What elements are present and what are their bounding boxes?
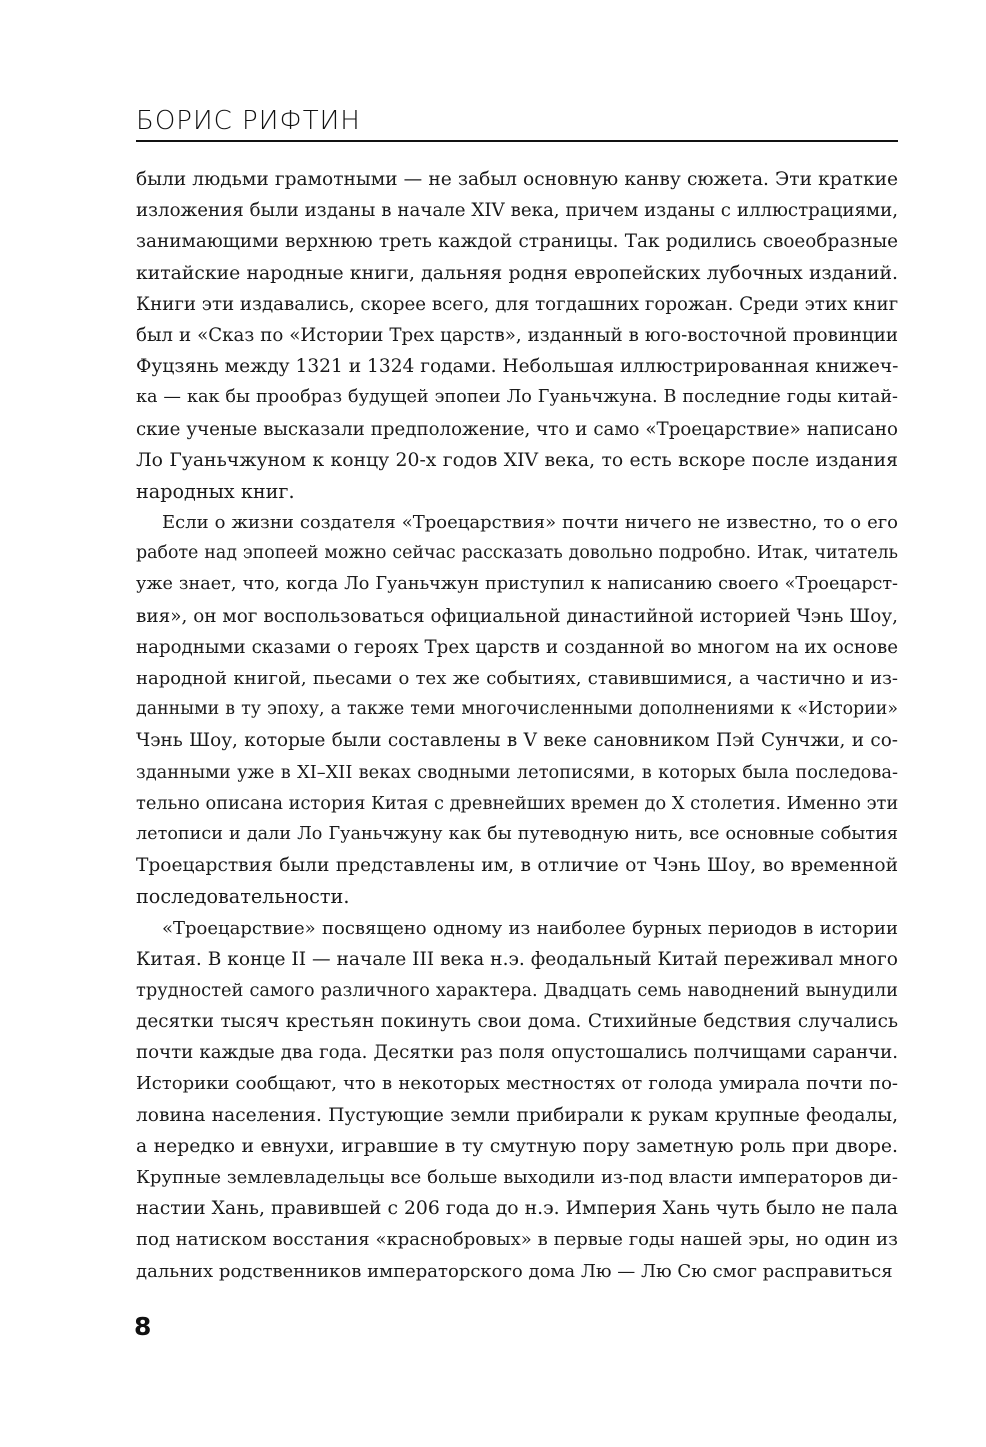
text-line: ловина населения. Пустующие земли прибирали к рукам крупные феодалы,	[136, 1104, 898, 1126]
text-line: Китая. В конце II — начале III века н.э. феодальный Китай переживал много	[136, 948, 898, 970]
text-line: Троецарствия были представлены им, в отличие от Чэнь Шоу, во временной	[136, 855, 898, 877]
text-line: Историки сообщают, что в некоторых местностях от голода умирала почти по-	[136, 1073, 898, 1095]
text-line: дальних родственников императорского дома Лю — Лю Сю смог расправиться	[136, 1260, 893, 1282]
text-line: тельно описана история Китая с древнейших времен до X столетия. Именно эти	[136, 792, 898, 814]
text-line: зданными уже в XI–XII веках сводными летописями, в которых была последова-	[136, 761, 898, 783]
paragraph	[136, 164, 898, 507]
text-line: китайские народные книги, дальняя родня европейских лубочных изданий.	[136, 262, 898, 284]
text-line: Чэнь Шоу, которые были составлены в V веке сановником Пэй Сунчжи, и со-	[136, 730, 898, 752]
page-number: 8	[134, 1312, 152, 1341]
text-line: летописи и дали Ло Гуаньчжуну как бы путеводную нить, все основные события	[136, 823, 898, 844]
text-line: Крупные землевладельцы все больше выходили из-под власти императоров ди-	[136, 1167, 898, 1188]
text-line: «Троецарствие» посвящено одному из наиболее бурных периодов в истории	[162, 917, 898, 939]
text-line: Книги эти издавались, скорее всего, для тогдашних горожан. Среди этих книг	[136, 293, 898, 315]
text-line: Ло Гуаньчжуном к концу 20-х годов XIV века, то есть вскоре после издания	[136, 449, 898, 471]
text-line: под натиском восстания «краснобровых» в первые годы нашей эры, но один из	[136, 1229, 898, 1251]
text-line: ка — как бы прообраз будущей эпопеи Ло Гуаньчжуна. В последние годы китай-	[136, 387, 898, 408]
text-line: изложения были изданы в начале XIV века, причем изданы с иллюстрациями,	[136, 200, 898, 222]
paragraph	[136, 913, 898, 1287]
text-line: занимающими верхнюю треть каждой страницы. Так родились своеобразные	[136, 231, 898, 253]
text-line: последовательности.	[136, 885, 350, 909]
text-line: работе над эпопеей можно сейчас рассказать довольно подробно. Итак, читатель	[136, 543, 898, 564]
text-line: почти каждые два года. Десятки раз поля опустошались полчищами саранчи.	[136, 1042, 898, 1064]
text-line: трудностей самого различного характера. Двадцать семь наводнений вынудили	[136, 979, 898, 1001]
text-line: был и «Сказ по «Истории Трех царств», изданный в юго-восточной провинции	[136, 324, 898, 346]
text-line: а нередко и евнухи, игравшие в ту смутную пору заметную роль при дворе.	[136, 1135, 898, 1157]
text-line: Фуцзянь между 1321 и 1324 годами. Небольшая иллюстрированная книжеч-	[136, 356, 898, 378]
text-line: народной книгой, пьесами о тех же событиях, ставившимися, а частично и из-	[136, 668, 898, 689]
text-line: десятки тысяч крестьян покинуть свои дома. Стихийные бедствия случались	[136, 1011, 898, 1033]
body-text	[136, 164, 898, 1287]
text-line: Если о жизни создателя «Троецарствия» почти ничего не известно, то о его	[162, 512, 898, 534]
running-head-title: БОРИС РИФТИН	[136, 106, 361, 136]
text-line: данными в ту эпоху, а также теми многочисленными дополнениями к «Истории»	[136, 699, 898, 720]
text-line: были людьми грамотными — не забыл основную канву сюжета. Эти краткие	[136, 169, 898, 190]
text-line: настии Хань, правившей с 206 года до н.э. Империя Хань чуть было не пала	[136, 1198, 898, 1220]
text-line: народными сказами о героях Трех царств и созданной во многом на их основе	[136, 636, 898, 658]
text-line: уже знает, что, когда Ло Гуаньчжун приступил к написанию своего «Троецарст-	[136, 574, 898, 595]
paragraph	[136, 507, 898, 912]
text-line: ские ученые высказали предположение, что и само «Троецарствие» написано	[136, 418, 898, 440]
header-rule	[136, 140, 898, 142]
text-line: вия», он мог воспользоваться официальной династийной историей Чэнь Шоу,	[136, 605, 898, 627]
text-line: народных книг.	[136, 479, 295, 503]
